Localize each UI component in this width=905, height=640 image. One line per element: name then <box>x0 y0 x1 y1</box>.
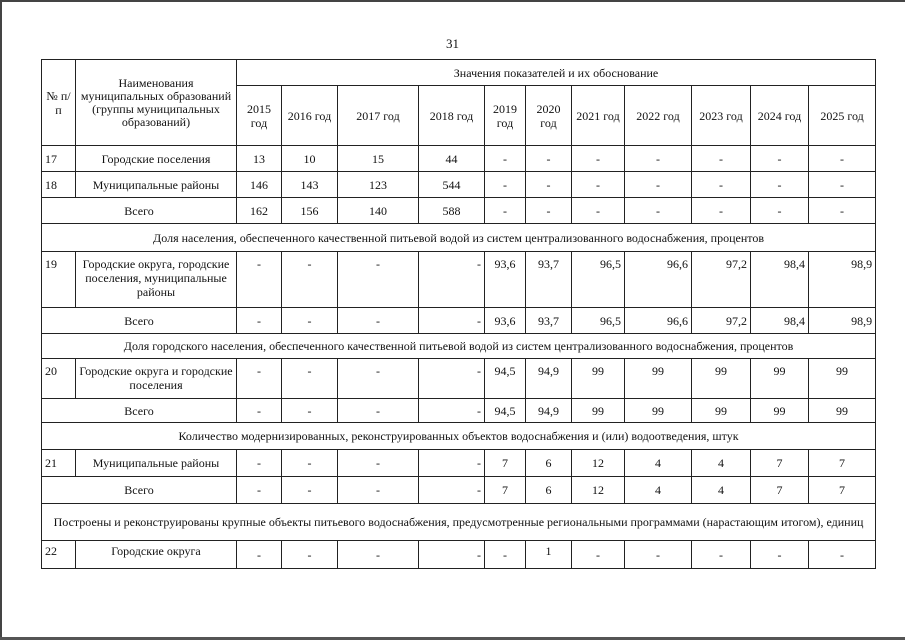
cell-value: - <box>572 541 625 569</box>
cell-value: - <box>282 359 338 399</box>
cell-value: 99 <box>751 359 809 399</box>
cell-value: - <box>809 172 876 198</box>
indicators-table <box>41 59 876 569</box>
section-title: Доля населения, обеспеченного качественной питьевой водой из систем централизованного водоснабжения, процентов <box>42 224 876 252</box>
table-row-total <box>42 198 876 224</box>
header-year: 2022 год <box>625 86 692 146</box>
cell-value: 93,7 <box>526 252 572 308</box>
row-num: 22 <box>42 541 76 569</box>
cell-value: 99 <box>625 359 692 399</box>
cell-value: - <box>338 359 419 399</box>
table-row-total <box>42 308 876 334</box>
cell-value: 93,7 <box>526 308 572 334</box>
cell-value: - <box>526 198 572 224</box>
cell-value: - <box>282 541 338 569</box>
cell-value: 1 <box>526 541 572 569</box>
header-year: 2015 год <box>237 86 282 146</box>
header-name: Наименования муниципальных образований (группы муниципальных образований) <box>76 60 237 146</box>
table-row <box>42 252 876 308</box>
cell-value: - <box>419 252 485 308</box>
cell-value: - <box>625 541 692 569</box>
row-name: Городские округа <box>76 541 237 569</box>
cell-value: 99 <box>809 359 876 399</box>
cell-value: - <box>237 359 282 399</box>
cell-value: - <box>282 308 338 334</box>
cell-value: 99 <box>692 399 751 423</box>
cell-value: 156 <box>282 198 338 224</box>
section-header <box>42 423 876 450</box>
header-year: 2018 год <box>419 86 485 146</box>
section-header <box>42 334 876 359</box>
cell-value: - <box>751 198 809 224</box>
cell-value: - <box>419 399 485 423</box>
cell-value: - <box>572 198 625 224</box>
cell-value: - <box>485 146 526 172</box>
cell-value: - <box>419 541 485 569</box>
cell-value: 7 <box>809 450 876 477</box>
table-row-total <box>42 477 876 504</box>
cell-value: 588 <box>419 198 485 224</box>
cell-value: - <box>419 308 485 334</box>
cell-value: - <box>282 399 338 423</box>
cell-value: - <box>282 252 338 308</box>
cell-value: 94,9 <box>526 359 572 399</box>
header-year: 2023 год <box>692 86 751 146</box>
cell-value: 96,5 <box>572 308 625 334</box>
cell-value: 94,5 <box>485 399 526 423</box>
row-name: Городские округа, городские поселения, муниципальные районы <box>76 252 237 308</box>
cell-value: 4 <box>625 450 692 477</box>
row-num: 21 <box>42 450 76 477</box>
header-year: 2020 год <box>526 86 572 146</box>
row-name: Городские поселения <box>76 146 237 172</box>
cell-value: - <box>692 198 751 224</box>
cell-value: - <box>751 541 809 569</box>
cell-value: - <box>751 146 809 172</box>
cell-value: 99 <box>572 399 625 423</box>
header-num: № п/п <box>42 60 76 146</box>
cell-value: 96,6 <box>625 308 692 334</box>
cell-value: - <box>692 146 751 172</box>
cell-value: - <box>282 477 338 504</box>
cell-value: 99 <box>692 359 751 399</box>
row-name: Муниципальные районы <box>76 450 237 477</box>
cell-value: - <box>237 450 282 477</box>
cell-value: 13 <box>237 146 282 172</box>
header-values: Значения показателей и их обоснование <box>237 60 876 86</box>
table-row <box>42 359 876 399</box>
cell-value: 140 <box>338 198 419 224</box>
cell-value: - <box>282 450 338 477</box>
row-name: Городские округа и городские поселения <box>76 359 237 399</box>
cell-value: 4 <box>692 477 751 504</box>
page-number: 31 <box>446 36 459 51</box>
cell-value: 93,6 <box>485 308 526 334</box>
cell-value: - <box>625 198 692 224</box>
cell-value: 12 <box>572 477 625 504</box>
row-name: Всего <box>42 198 237 224</box>
section-title: Доля городского населения, обеспеченного качественной питьевой водой из систем централизованного водоснабжения, процентов <box>42 334 876 359</box>
cell-value: - <box>809 541 876 569</box>
cell-value: - <box>237 541 282 569</box>
cell-value: 6 <box>526 450 572 477</box>
cell-value: - <box>692 541 751 569</box>
row-name: Всего <box>42 399 237 423</box>
cell-value: 7 <box>751 450 809 477</box>
section-header <box>42 504 876 541</box>
cell-value: - <box>625 146 692 172</box>
cell-value: - <box>338 399 419 423</box>
section-header <box>42 224 876 252</box>
section-title: Построены и реконструированы крупные объекты питьевого водоснабжения, предусмотренные региональными программами (нарастающим итогом), единиц <box>42 504 876 541</box>
table-row <box>42 450 876 477</box>
header-year: 2017 год <box>338 86 419 146</box>
cell-value: 146 <box>237 172 282 198</box>
cell-value: - <box>809 198 876 224</box>
cell-value: - <box>572 146 625 172</box>
cell-value: - <box>338 541 419 569</box>
row-name: Всего <box>42 477 237 504</box>
cell-value: 162 <box>237 198 282 224</box>
cell-value: 12 <box>572 450 625 477</box>
cell-value: - <box>625 172 692 198</box>
cell-value: - <box>237 252 282 308</box>
header-year: 2021 год <box>572 86 625 146</box>
cell-value: - <box>485 541 526 569</box>
cell-value: 7 <box>809 477 876 504</box>
header-year: 2019 год <box>485 86 526 146</box>
cell-value: - <box>419 477 485 504</box>
row-num: 20 <box>42 359 76 399</box>
table-row <box>42 541 876 569</box>
cell-value: 93,6 <box>485 252 526 308</box>
cell-value: 98,4 <box>751 252 809 308</box>
scan-border-top <box>0 0 905 2</box>
cell-value: 7 <box>485 477 526 504</box>
cell-value: 7 <box>485 450 526 477</box>
cell-value: 97,2 <box>692 252 751 308</box>
cell-value: 15 <box>338 146 419 172</box>
table-row-total <box>42 399 876 423</box>
cell-value: - <box>485 172 526 198</box>
row-num: 18 <box>42 172 76 198</box>
cell-value: 4 <box>692 450 751 477</box>
cell-value: 99 <box>625 399 692 423</box>
cell-value: 98,9 <box>809 308 876 334</box>
cell-value: 544 <box>419 172 485 198</box>
cell-value: 4 <box>625 477 692 504</box>
cell-value: - <box>751 172 809 198</box>
cell-value: - <box>419 359 485 399</box>
cell-value: - <box>419 450 485 477</box>
cell-value: - <box>572 172 625 198</box>
cell-value: 96,5 <box>572 252 625 308</box>
cell-value: 99 <box>572 359 625 399</box>
cell-value: 97,2 <box>692 308 751 334</box>
cell-value: - <box>692 172 751 198</box>
header-year: 2025 год <box>809 86 876 146</box>
row-num: 17 <box>42 146 76 172</box>
cell-value: - <box>237 308 282 334</box>
cell-value: - <box>338 308 419 334</box>
cell-value: 10 <box>282 146 338 172</box>
cell-value: 6 <box>526 477 572 504</box>
cell-value: 99 <box>751 399 809 423</box>
cell-value: - <box>338 477 419 504</box>
cell-value: - <box>338 450 419 477</box>
cell-value: 143 <box>282 172 338 198</box>
header-year: 2016 год <box>282 86 338 146</box>
cell-value: 94,9 <box>526 399 572 423</box>
header-year: 2024 год <box>751 86 809 146</box>
cell-value: 99 <box>809 399 876 423</box>
row-name: Муниципальные районы <box>76 172 237 198</box>
cell-value: - <box>485 198 526 224</box>
table-row <box>42 146 876 172</box>
section-title: Количество модернизированных, реконструированных объектов водоснабжения и (или) водоотведения, штук <box>42 423 876 450</box>
cell-value: - <box>338 252 419 308</box>
cell-value: 96,6 <box>625 252 692 308</box>
cell-value: 123 <box>338 172 419 198</box>
table-row <box>42 172 876 198</box>
cell-value: - <box>809 146 876 172</box>
cell-value: 98,9 <box>809 252 876 308</box>
cell-value: 7 <box>751 477 809 504</box>
cell-value: 98,4 <box>751 308 809 334</box>
cell-value: - <box>237 399 282 423</box>
cell-value: - <box>526 172 572 198</box>
cell-value: - <box>237 477 282 504</box>
cell-value: - <box>526 146 572 172</box>
scan-border-left <box>0 0 2 640</box>
cell-value: 44 <box>419 146 485 172</box>
cell-value: 94,5 <box>485 359 526 399</box>
row-num: 19 <box>42 252 76 308</box>
row-name: Всего <box>42 308 237 334</box>
